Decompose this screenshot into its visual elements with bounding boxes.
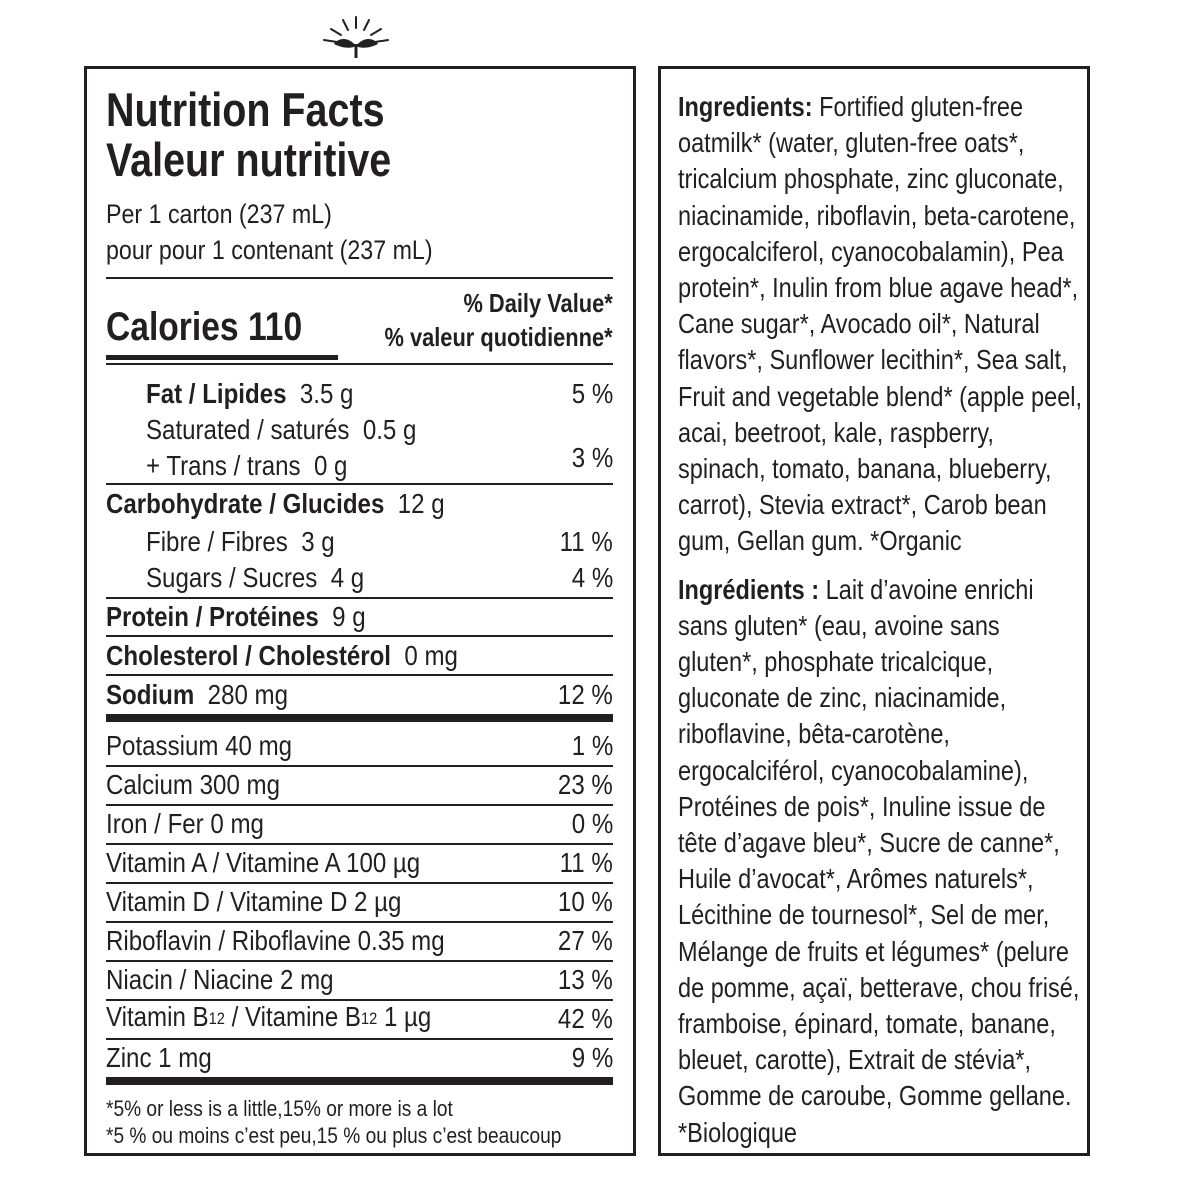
ingredients-fr-label: Ingrédients : — [678, 573, 820, 605]
divider-thin — [106, 483, 613, 485]
ingredients-fr-list: Lait d’avoine enrichi sans gluten* (eau, avoine sans gluten*, phosphate tricalcique, gluconate de zinc, niacinamide, riboflavine, bêta-carotène, ergocalciférol, cyanocobalamine), Protéines de pois*, Inuline issue de tête d’agave bleu*, Sucre de canne*, Huile d’avocat*, Arômes naturels*, Lécithine de tournesol*, Sel de mer, Mélange de fruits et légumes* (pelure de pomme, açaï, betterave, chou frisé, framboise, épinard, tomate, banane, bleuet, carotte), Extrait de stévia*, Gomme de caroube, Gomme gellane. *Biologique — [678, 573, 1080, 1148]
row-trans: + Trans / trans 0 g — [146, 450, 348, 481]
footnote-fr: *5 % ou moins c’est peu,15 % ou plus c’est beaucoup — [106, 1123, 562, 1148]
ingredients-panel — [658, 66, 1090, 1156]
row-zinc: Zinc 1 mg 9 % — [106, 1042, 613, 1073]
daily-value-header-fr: % valeur quotidienne* — [384, 322, 613, 352]
row-iron: Iron / Fer 0 mg 0 % — [106, 808, 613, 839]
divider-thin — [106, 960, 613, 962]
divider-thin — [106, 804, 613, 806]
ingredients-en-label: Ingredients: — [678, 91, 813, 122]
serving-size-fr: pour pour 1 contenant (237 mL) — [106, 235, 433, 265]
row-fibre: Fibre / Fibres 3 g 11 % — [146, 526, 613, 557]
row-carbohydrate: Carbohydrate / Glucides 12 g — [106, 488, 445, 519]
footnote-en: *5% or less is a little,15% or more is a lot — [106, 1096, 453, 1121]
divider-thin — [106, 363, 613, 365]
sprout-sunburst-icon — [318, 14, 394, 60]
divider-thin — [106, 1038, 613, 1040]
row-niacin: Niacin / Niacine 2 mg 13 % — [106, 964, 613, 995]
calories — [106, 305, 302, 349]
divider-thin — [106, 597, 613, 599]
ingredients-en-list: Fortified gluten-free oatmilk* (water, gluten-free oats*, tricalcium phosphate, zinc gluconate, niacinamide, riboflavin, beta-carotene, ergocalciferol, cyanocobalamin), Pea protein*, Inulin from blue agave head*, Cane sugar*, Avocado oil*, Natural flavors*, Sunflower lecithin*, Sea salt, Fruit and vegetable blend* (apple peel, acai, beetroot, kale, raspberry, spinach, tomato, banana, blueberry, carrot), Stevia extract*, Carob bean gum, Gellan gum. *Organic — [678, 91, 1083, 557]
row-riboflavin: Riboflavin / Riboflavine 0.35 mg 27 % — [106, 925, 613, 956]
row-saturated: Saturated / saturés 0.5 g — [146, 414, 417, 445]
row-sugars: Sugars / Sucres 4 g 4 % — [146, 562, 613, 593]
calories-value: 110 — [247, 305, 303, 349]
dv-saturated-trans: 3 % — [571, 442, 613, 473]
ingredients-text — [678, 89, 1085, 1151]
divider-thick — [106, 1077, 613, 1085]
ingredients-en — [678, 89, 1085, 560]
divider-thin — [106, 882, 613, 884]
row-vitamin-b12: Vitamin $B_{12}$ / Vitamine $B_{12}$ 1 µg 42 % — [106, 1001, 613, 1034]
calories-label: Calories — [106, 305, 239, 349]
divider-thin — [106, 765, 613, 767]
divider-thin — [106, 674, 613, 676]
row-cholesterol: Cholesterol / Cholestérol 0 mg — [106, 640, 458, 671]
divider-thin — [106, 277, 613, 279]
row-sodium: Sodium 280 mg 12 % — [106, 679, 613, 710]
serving-size-en: Per 1 carton (237 mL) — [106, 199, 332, 229]
title-fr: Valeur nutritive — [106, 133, 392, 186]
divider-thin — [106, 843, 613, 845]
row-calcium: Calcium 300 mg 23 % — [106, 769, 613, 800]
calories-underline — [106, 355, 338, 360]
row-potassium: Potassium 40 mg 1 % — [106, 730, 613, 761]
row-fat: Fat / Lipides 3.5 g 5 % — [146, 378, 613, 409]
row-vitamin-d: Vitamin D / Vitamine D 2 µg 10 % — [106, 886, 613, 917]
ingredients-fr — [678, 572, 1085, 1151]
divider-thick — [106, 714, 613, 722]
divider-thin — [106, 921, 613, 923]
nutrition-facts-panel — [84, 66, 636, 1156]
row-vitamin-a: Vitamin A / Vitamine A 100 µg 11 % — [106, 847, 613, 878]
row-protein: Protein / Protéines 9 g — [106, 601, 366, 632]
title-en: Nutrition Facts — [106, 83, 385, 136]
daily-value-header-en: % Daily Value* — [463, 288, 613, 318]
divider-thin — [106, 635, 613, 637]
